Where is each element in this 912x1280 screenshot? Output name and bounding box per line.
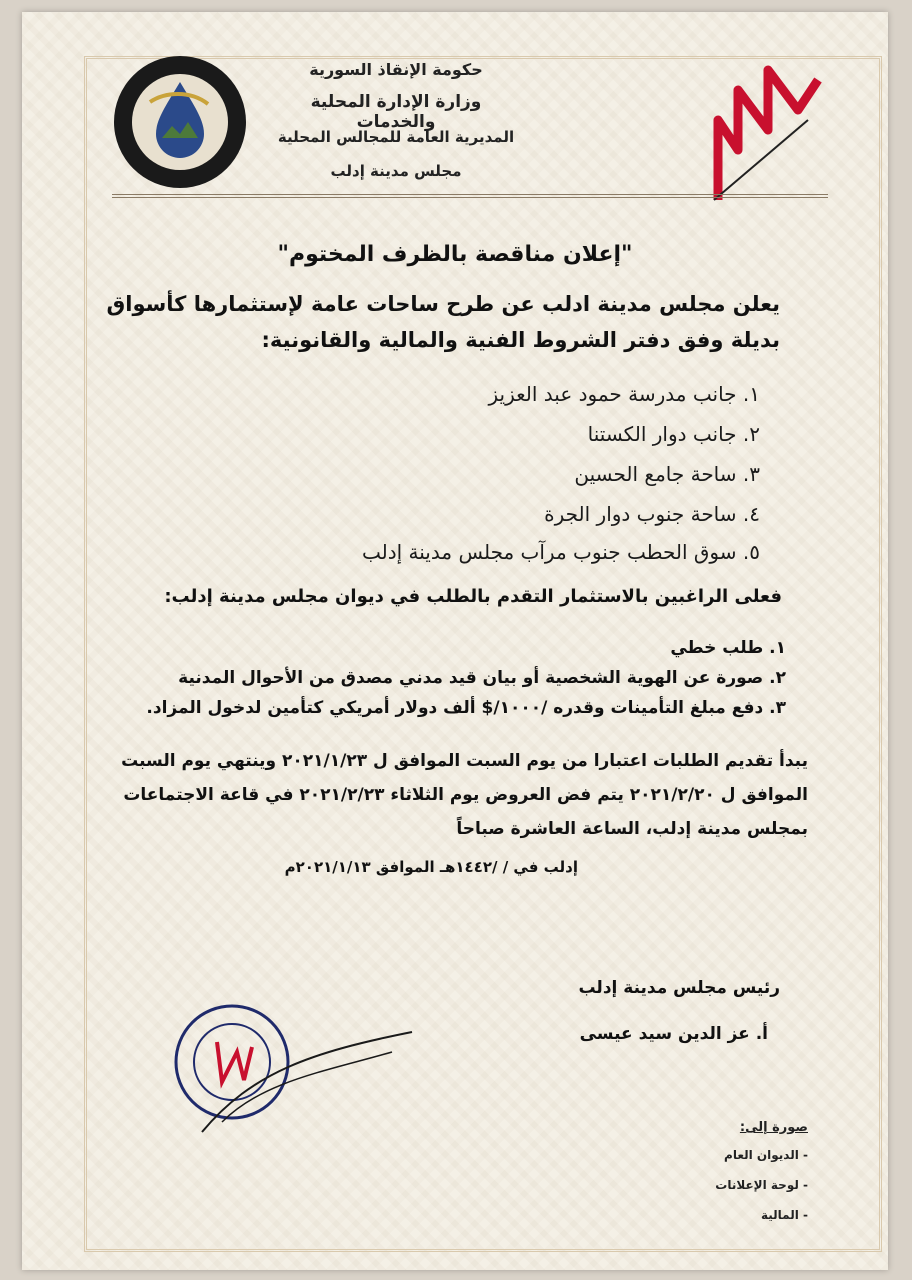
copy-item-3: - المالية bbox=[760, 1208, 808, 1222]
copy-item-1: - الديوان العام bbox=[724, 1148, 808, 1162]
site-item-1: ١. جانب مدرسة حمود عبد العزيز bbox=[488, 382, 760, 406]
copy-item-2: - لوحة الإعلانات bbox=[715, 1178, 808, 1192]
signatory-name: أ. عز الدين سيد عيسى bbox=[579, 1024, 768, 1044]
applicants-intro: فعلى الراغبين بالاستثمار التقدم بالطلب في ديوان مجلس مدينة إدلب: bbox=[164, 586, 782, 607]
requirement-1: ١. طلب خطي bbox=[670, 638, 786, 658]
copies-heading: صورة إلى: bbox=[739, 1120, 808, 1135]
syria-logo bbox=[708, 50, 828, 210]
header-divider bbox=[112, 194, 828, 198]
schedule-paragraph: يبدأ تقديم الطلبات اعتبارا من يوم السبت الموافق ل ٢٠٢١/١/٢٣ وينتهي يوم السبت الموافق ل ٢٠٢١/٢/٢٠ يتم فض العروض يوم الثلاثاء ٢٠٢١/٢/٢٣ في قاعة الاجتماعات بمجلس مدينة إدلب، الساعة العاشرة صباحاً bbox=[121, 751, 808, 839]
header-line-3: المديرية العامة للمجالس المحلية bbox=[277, 128, 515, 146]
site-item-2: ٢. جانب دوار الكستنا bbox=[587, 422, 760, 446]
intro-paragraph: يعلن مجلس مدينة ادلب عن طرح ساحات عامة لإستثمارها كأسواق بديلة وفق دفتر الشروط الفنية والمالية والقانونية: bbox=[106, 292, 780, 352]
requirement-2: ٢. صورة عن الهوية الشخصية أو بيان قيد مدني مصدق من الأحوال المدنية bbox=[178, 668, 786, 688]
announcement-title: "إعلان مناقصة بالظرف المختوم" bbox=[277, 242, 633, 267]
site-item-4: ٤. ساحة جنوب دوار الجرة bbox=[544, 502, 760, 526]
date-line: إدلب في / /١٤٤٢هـ الموافق ٢٠٢١/١/١٣م bbox=[284, 858, 578, 876]
site-item-3: ٣. ساحة جامع الحسين bbox=[574, 462, 760, 486]
requirement-3: ٣. دفع مبلغ التأمينات وقدره /١٠٠٠/$ ألف دولار أمريكي كتأمين لدخول المزاد. bbox=[146, 698, 786, 718]
site-item-5: ٥. سوق الحطب جنوب مرآب مجلس مدينة إدلب bbox=[362, 540, 760, 564]
ministry-emblem bbox=[110, 52, 250, 192]
header-line-4: مجلس مدينة إدلب bbox=[330, 162, 462, 180]
header-line-2: وزارة الإدارة المحلية والخدمات bbox=[310, 92, 482, 132]
signatory-role: رئيس مجلس مدينة إدلب bbox=[578, 978, 780, 998]
official-stamp bbox=[162, 1002, 422, 1152]
header-line-1: حكومة الإنقاذ السورية bbox=[309, 60, 483, 79]
document-page bbox=[22, 12, 888, 1270]
